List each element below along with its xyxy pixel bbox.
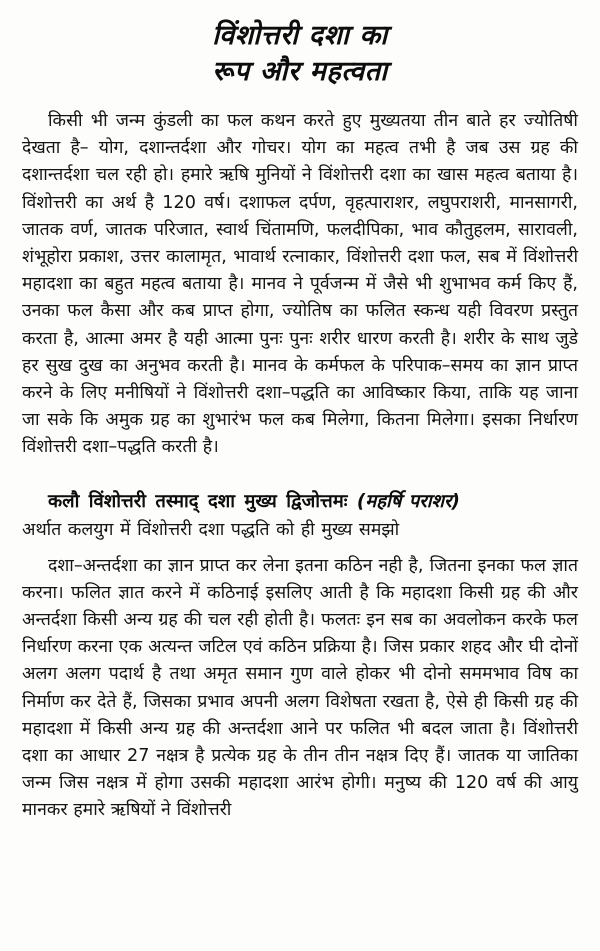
- body-content: [22, 108, 578, 462]
- page-title: [0, 0, 600, 90]
- title-line-1: विंशोत्तरी दशा का: [212, 20, 388, 51]
- sanskrit-verse-block: [22, 487, 578, 544]
- verse-sanskrit-text: कलौ विंशोत्तरी तस्माद् दशा मुख्य द्विजोत्तमः: [48, 490, 348, 512]
- paragraph-2: दशा–अन्तर्दशा का ज्ञान प्राप्त कर लेना इतना कठिन नही है, जितना इनका फल ज्ञात करना। फलित ज्ञात करने में कठिनाई इसलिए आती है कि महादशा किसी ग्रह की और अन्तर्दशा किसी अन्य ग्रह की चल रही होती है। फलतः इन सब का अवलोकन करके फल निर्धारण करना एक अत्यन्त जटिल एवं कठिन प्रक्रिया है। जिस प्रकार शहद और घी दोनों अलग अलग पदार्थ है तथा अमृत समान गुण वाले होकर भी दोनो सममभाव विष का निर्माण कर देते हैं, जिसका प्रभाव अपनी अलग विशेषता रखता है, ऐसे ही किसी ग्रह की महादशा में किसी अन्य ग्रह की अन्तर्दशा आने पर फलित भी बदल जाता है। विंशोत्तरी दशा का आधार 27 नक्षत्र है प्रत्येक ग्रह के तीन तीन नक्षत्र दिए हैं। जातक या जातिका जन्म जिस नक्षत्र में होगा उसकी महादशा आरंभ होगी। मनुष्य की 120 वर्ष की आयु मानकर हमारे ऋषियों ने विंशोत्तरी: [22, 555, 578, 821]
- spacer-after-verse: [0, 544, 600, 553]
- paragraph-1: किसी भी जन्म कुंडली का फल कथन करते हुए मुख्यतया तीन बाते हर ज्योतिषी देखता है– योग, दशान्तर्दशा और गोचर। योग का महत्व तभी है जब उस ग्रह की दशान्तर्दशा चल रही हो। हमारे ऋषि मुनियों ने विंशोत्तरी दशा का खास महत्व बताया है। विंशोत्तरी का अर्थ है 120 वर्ष। दशाफल दर्पण, वृहत्पाराशर, लघुपराशरी, मानसागरी, जातक वर्ण, जातक परिजात, स्वार्थ चिंतामणि, फलदीपिका, भाव कौतुहलम, सारावली, शंभूहोरा प्रकाश, उत्तर कालामृत, भावार्थ रत्नाकार, विंशोत्तरी दशा फल, सब में विंशोत्तरी महादशा का बहुत महत्व बताया है। मानव ने पूर्वजन्म में जैसे भी शुभाभव कर्म किए हैं, उनका फल कैसा और कब प्राप्त होगा, ज्योतिष का फलित स्कन्ध यही विवरण प्रस्तुत करता है, आत्मा अमर है यही आत्मा पुनः पुनः शरीर धारण करती है। शरीर के साथ जुडे हर सुख दुख का अनुभव करती है। मानव के कर्मफल के परिपाक–समय का ज्ञान प्राप्त करने के लिए मनीषियों ने विंशोत्तरी दशा–पद्धति का आविष्कार किया, ताकि यह जाना जा सके कि अमुक ग्रह का शुभारंभ फल कब मिलेगा, कितना मिलेगा। इसका निर्धारण विंशोत्तरी दशा–पद्धति करती है।: [22, 111, 578, 458]
- verse-gloss: अर्थात कलयुग में विंशोत्तरी दशा पद्धति को ही मुख्य समझो: [22, 519, 400, 540]
- body-content-2: [22, 553, 578, 825]
- spacer-before-verse: [0, 462, 600, 475]
- verse-attribution: (महर्षि पराशर): [356, 490, 460, 512]
- title-line-2: रूप और महत्वता: [212, 56, 388, 87]
- verse-line: [22, 487, 578, 516]
